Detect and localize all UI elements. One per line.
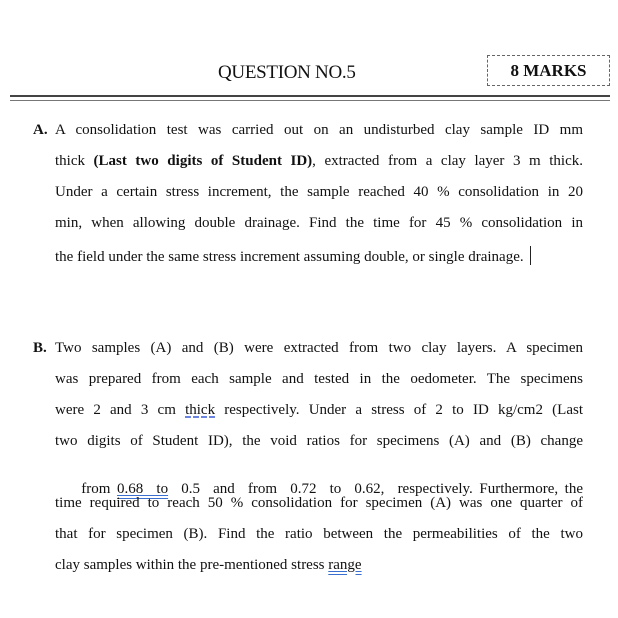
part-b-label: B.	[33, 340, 47, 356]
header-divider-thick	[10, 95, 610, 97]
part-b-line-8-start: clay samples within the pre-mentioned stress	[55, 557, 329, 573]
part-a-line-2-start: thick	[55, 153, 94, 169]
part-a-line-1: A consolidation test was carried out on an undisturbed clay sample ID mm	[55, 122, 583, 138]
text-cursor[interactable]	[530, 246, 531, 265]
question-title: QUESTION NO.5	[218, 62, 356, 83]
part-a-label: A.	[33, 122, 48, 138]
part-b-line-8	[55, 557, 362, 574]
grammar-marked-word[interactable]: thick	[185, 402, 216, 418]
part-b-line-7: that for specimen (B). Find the ratio between the permeabilities of the two	[55, 526, 583, 542]
marks-box	[487, 55, 610, 86]
part-a-line-5-wrap	[55, 246, 531, 266]
student-id-note: (Last two digits of Student ID)	[93, 153, 313, 169]
part-b-line-3-end: respectively. Under a stress of 2 to ID kg/cm2 (Last	[215, 402, 583, 418]
part-a-line-2	[55, 153, 583, 170]
part-b-line-3	[55, 402, 583, 419]
part-a-line-5: the field under the same stress increment assuming double, or single drainage.	[55, 249, 524, 265]
part-b-line-6: time required to reach 50 % consolidation for specimen (A) was one quarter of	[55, 495, 583, 511]
part-b-line-2: was prepared from each sample and tested in the oedometer. The specimens	[55, 371, 583, 387]
part-a-line-4: min, when allowing double drainage. Find the time for 45 % consolidation in	[55, 215, 583, 231]
part-a-line-3: Under a certain stress increment, the sample reached 40 % consolidation in 20	[55, 184, 583, 200]
part-b-line-3-start: were 2 and 3 cm	[55, 402, 186, 418]
marks-label: 8 MARKS	[510, 60, 587, 80]
part-b-line-5-start: from	[81, 481, 118, 497]
format-marked-word[interactable]: range	[328, 557, 362, 573]
part-b-line-4: two digits of Student ID), the void ratios for specimens (A) and (B) change	[55, 433, 583, 449]
part-a-line-2-end: , extracted from a clay layer 3 m thick.	[312, 153, 583, 169]
part-b-line-1: Two samples (A) and (B) were extracted from two clay layers. A specimen	[55, 340, 583, 356]
part-b-line-5-end: 0.5 and from 0.72 to 0.62, respectively. Furthermore, the	[168, 481, 584, 497]
format-marked-text[interactable]: 0.68 to	[117, 481, 169, 497]
header-divider-thin	[10, 100, 610, 101]
